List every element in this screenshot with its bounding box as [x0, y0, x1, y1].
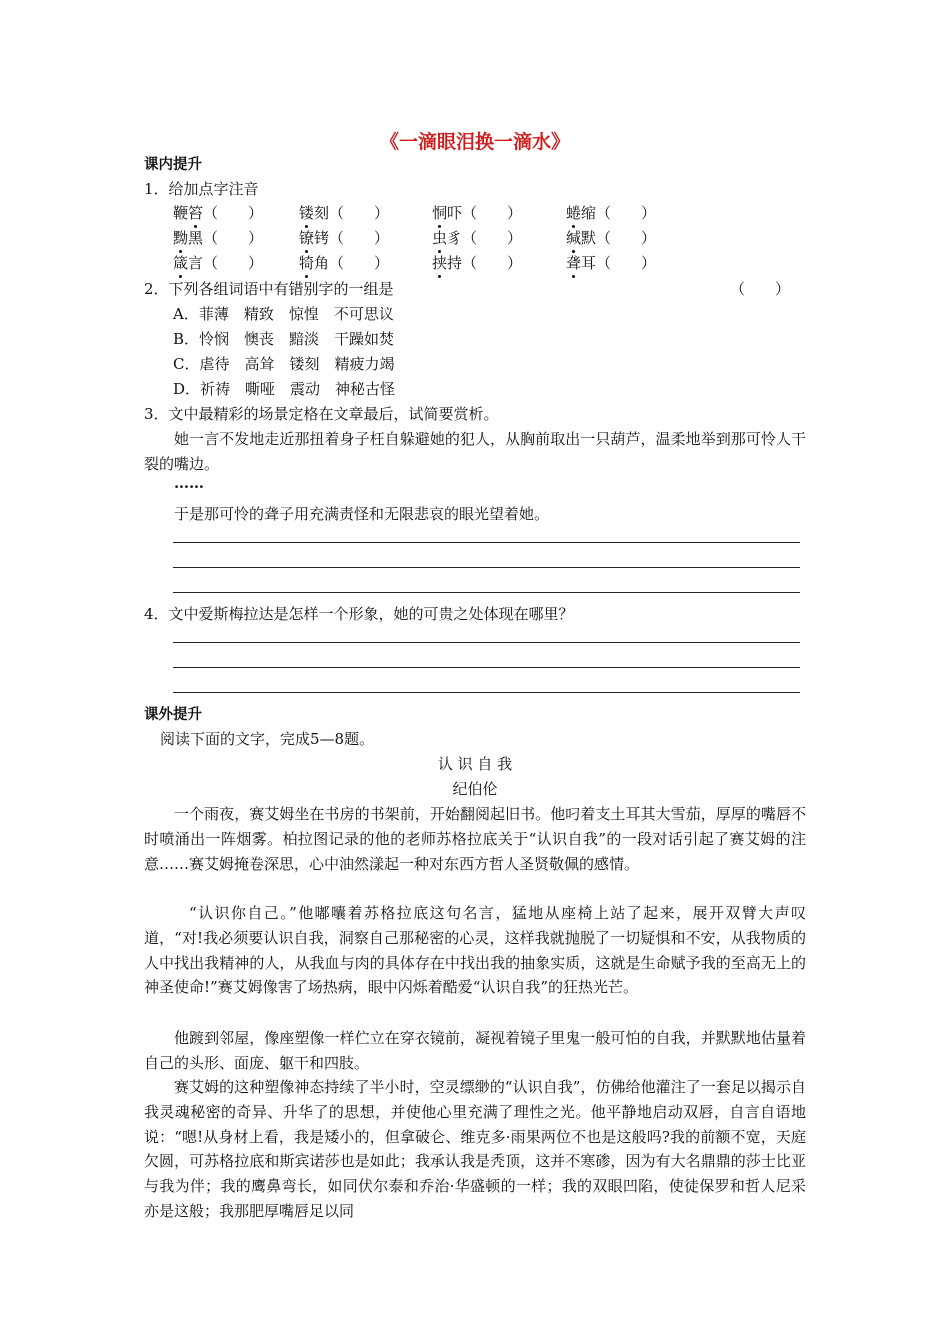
dotted-character: 笞 — [188, 204, 204, 222]
dotted-character: 缄 — [566, 229, 582, 247]
pinyin-item — [566, 202, 656, 223]
answer-blank: （ ） — [596, 204, 657, 222]
quote-paragraph-2: 于是那可怜的聋子用充满责怪和无限悲哀的眼光望着她。 — [174, 505, 550, 523]
document-title: 《一滴眼泪换一滴水》 — [379, 131, 570, 153]
dotted-character: 虫 — [432, 229, 448, 247]
quote-ellipsis: …… — [174, 474, 204, 492]
article-paragraph: “认识你自己。”他嘟囔着苏格拉底这句名言，猛地从座椅上站了起来，展开双臂大声叹道，“对!我必须要认识自我，洞察自己那秘密的心灵，这样我就抛脱了一切疑惧和不安，从我物质的人中找出我精神的人，从我血与肉的具体存在中找出我的抽象实质，这就是生命赋予我的至高无上的神圣使命!”赛艾姆像害了场热病，眼中闪烁着酷爱“认识自我”的狂热光芒。 — [144, 904, 806, 997]
section-heading-in-class: 课内提升 — [144, 157, 202, 173]
reading-instruction: 阅读下面的文字，完成5—8题。 — [160, 730, 375, 748]
option-d: D．祈祷 嘶哑 震动 神秘古怪 — [173, 380, 396, 398]
dotted-character: 挟 — [432, 254, 448, 272]
dotted-character: 箴 — [173, 254, 189, 272]
word-character: 缩 — [581, 204, 597, 222]
pinyin-item — [299, 202, 389, 223]
word-character: 言 — [188, 254, 204, 272]
answer-blank: （ ） — [596, 229, 657, 247]
answer-blank: （ ） — [203, 229, 264, 247]
pinyin-item — [432, 202, 522, 223]
answer-blank: （ ） — [329, 229, 390, 247]
answer-blank: （ ） — [596, 254, 657, 272]
word-character: 黑 — [188, 229, 204, 247]
answer-blank: （ ） — [462, 204, 523, 222]
quote-paragraph-1: 她一言不发地走近那扭着身子枉自躲避她的犯人，从胸前取出一只葫芦，温柔地举到那可怜人干裂的嘴边。 — [144, 430, 806, 473]
pinyin-item — [299, 227, 389, 248]
word-character: 耳 — [581, 254, 597, 272]
pinyin-item — [173, 202, 263, 223]
word-character: 吓 — [447, 204, 463, 222]
answer-blank: （ ） — [329, 204, 390, 222]
pinyin-item — [566, 227, 656, 248]
answer-blank: （ ） — [203, 204, 264, 222]
pinyin-item — [432, 252, 522, 273]
section-heading-extracurricular: 课外提升 — [144, 707, 202, 723]
article-paragraph: 一个雨夜，赛艾姆坐在书房的书架前，开始翻阅起旧书。他叼着支土耳其大雪茄，厚厚的嘴唇不时喷涌出一阵烟雾。柏拉图记录的他的老师苏格拉底关于“认识自我”的一段对话引起了赛艾姆的注意……赛艾姆掩卷深思，心中油然漾起一种对东西方哲人圣贤敬佩的感情。 — [144, 805, 806, 873]
answer-line — [173, 667, 800, 668]
dotted-character: 镣 — [299, 229, 315, 247]
article-author: 纪伯伦 — [452, 780, 498, 798]
answer-bracket: （ ） — [730, 280, 791, 298]
answer-line — [173, 592, 800, 593]
word-character: 鞭 — [173, 204, 189, 222]
option-c: C．虐待 高耸 镂刻 精疲力竭 — [173, 355, 395, 373]
word-character: 铐 — [314, 229, 330, 247]
answer-blank: （ ） — [462, 229, 523, 247]
dotted-character: 蜷 — [566, 204, 582, 222]
answer-line — [173, 542, 800, 543]
question-2-stem: 2．下列各组词语中有错别字的一组是 — [144, 280, 394, 298]
pinyin-item — [173, 252, 263, 273]
answer-line — [173, 692, 800, 693]
dotted-character: 恫 — [432, 204, 448, 222]
dotted-character: 聋 — [566, 254, 582, 272]
option-b: B．怜悯 懊丧 黯淡 干躁如焚 — [173, 330, 395, 348]
answer-blank: （ ） — [462, 254, 523, 272]
article-paragraph: 他踱到邻屋，像座塑像一样伫立在穿衣镜前，凝视着镜子里鬼一般可怕的自我，并默默地估量着自己的头形、面庞、躯干和四肢。 — [144, 1029, 806, 1072]
answer-blank: （ ） — [329, 254, 390, 272]
article-title: 认 识 自 我 — [437, 755, 513, 773]
question-3-stem: 3．文中最精彩的场景定格在文章最后，试简要赏析。 — [144, 405, 499, 423]
word-character: 持 — [447, 254, 463, 272]
word-character: 刻 — [314, 204, 330, 222]
question-1-stem: 1．给加点字注音 — [144, 180, 259, 198]
answer-line — [173, 642, 800, 643]
dotted-character: 镂 — [299, 204, 315, 222]
answer-line — [173, 567, 800, 568]
dotted-character: 犄 — [299, 254, 315, 272]
article-paragraph: 赛艾姆的这种塑像神态持续了半小时，空灵缥缈的“认识自我”，仿佛给他灌注了一套足以揭示自我灵魂秘密的奇异、升华了的思想，并使他心里充满了理性之光。他平静地启动双唇，自言自语地说：“嗯!从身材上看，我是矮小的，但拿破仑、维克多·雨果两位不也是这般吗?我的前额不宽，天庭欠圆，可苏格拉底和斯宾诺莎也是如此；我承认我是秃顶，这并不寒碜，因为有大名鼎鼎的莎士比亚与我为伴；我的鹰鼻弯长，如同伏尔泰和乔治·华盛顿的一样；我的双眼凹陷，使徒保罗和哲人尼采亦是这般；我那肥厚嘴唇足以同 — [144, 1078, 806, 1220]
dotted-character: 黝 — [173, 229, 189, 247]
option-a: A．菲薄 精致 惊惶 不可思议 — [173, 305, 394, 323]
pinyin-item — [432, 227, 522, 248]
pinyin-item — [173, 227, 263, 248]
word-character: 豸 — [447, 229, 463, 247]
word-character: 角 — [314, 254, 330, 272]
pinyin-item — [566, 252, 656, 273]
pinyin-item — [299, 252, 389, 273]
word-character: 默 — [581, 229, 597, 247]
answer-blank: （ ） — [203, 254, 264, 272]
question-4-stem: 4．文中爱斯梅拉达是怎样一个形象，她的可贵之处体现在哪里？ — [144, 605, 574, 623]
